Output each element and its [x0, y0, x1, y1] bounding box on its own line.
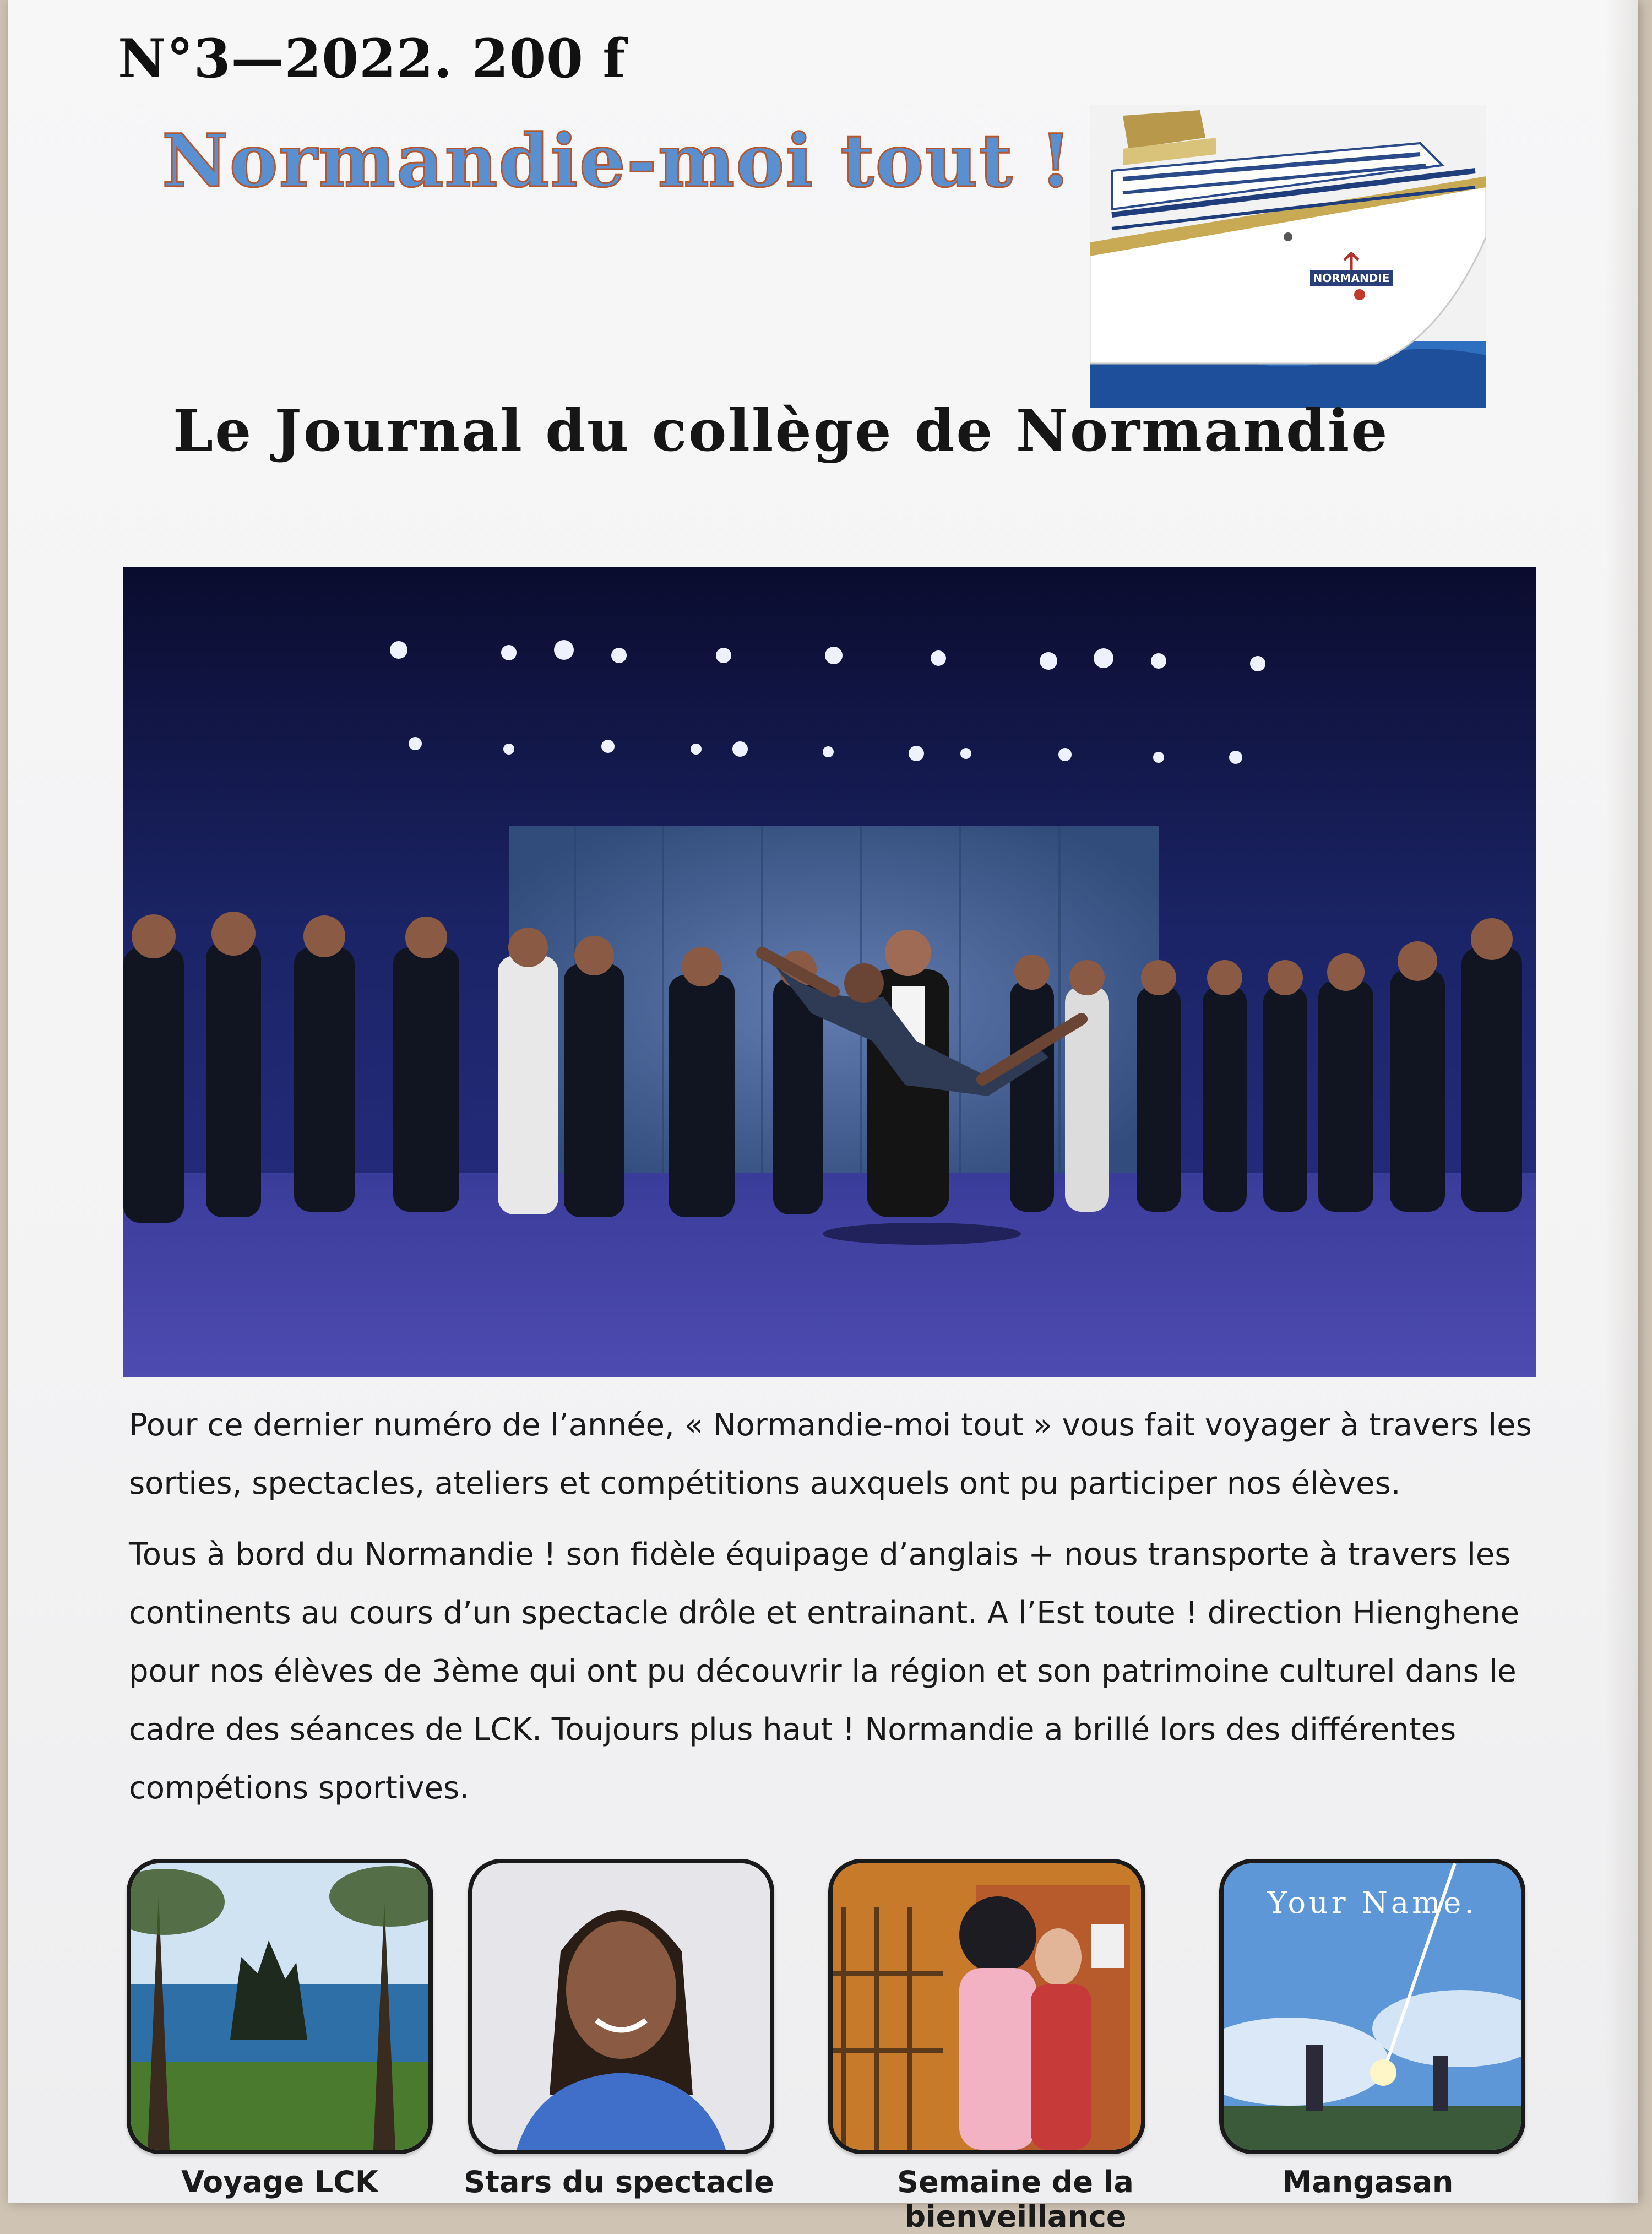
article-paragraph-1: Pour ce dernier numéro de l’année, « Normandie-moi tout » vous fait voyager à travers les sorties, spectacles, ateliers et compétitions auxquels ont pu participer nos élèves. [129, 1407, 1532, 1501]
caption-mangasan: Mangasan [1282, 2165, 1454, 2199]
journal-subtitle: Le Journal du collège de Normandie [173, 397, 1389, 464]
issue-line: N°3—2022. 200 f [118, 28, 626, 90]
thumbnail-mangasan [1219, 1859, 1525, 2154]
caption-semaine-bienveillance: Semaine de la bienveillance [897, 2165, 1134, 2234]
newspaper-page [8, 0, 1638, 2234]
poster-title: Your Name. [1267, 1885, 1477, 1920]
ship-logo-text: NORMANDIE [1313, 272, 1390, 285]
stage-performance-illustration [123, 567, 1536, 1377]
page-edge-shadow [1605, 0, 1638, 2203]
portrait-icon [472, 1863, 770, 2150]
stage-photo [123, 567, 1536, 1377]
thumbnail-semaine-bienveillance [828, 1859, 1145, 2154]
masthead-title: Normandie-moi tout ! [162, 118, 1073, 204]
ship-illustration [1090, 105, 1486, 408]
article-paragraph-2: Tous à bord du Normandie ! son fidèle équipage d’anglais + nous transporte à travers les continents au cours d’un spectacle drôle et entrainant. A l’Est toute ! direction Hienghene pour nos élèves de 3ème qui ont pu découvrir la région et son patrimoine culturel dans le cadre des séances de LCK. Toujours plus haut ! Normandie a brillé lors des différentes compétions sportives. [129, 1537, 1520, 1806]
thumbnail-stars-du-spectacle [468, 1859, 774, 2154]
cruise-ship-icon [1090, 105, 1486, 408]
caption-voyage-lck: Voyage LCK [181, 2165, 378, 2199]
anime-poster-icon [1224, 1863, 1521, 2150]
landscape-rocks-icon [131, 1863, 428, 2150]
mascot-photo-icon [833, 1863, 1141, 2150]
thumbnail-voyage-lck [127, 1859, 433, 2154]
caption-stars-du-spectacle: Stars du spectacle [464, 2165, 774, 2199]
